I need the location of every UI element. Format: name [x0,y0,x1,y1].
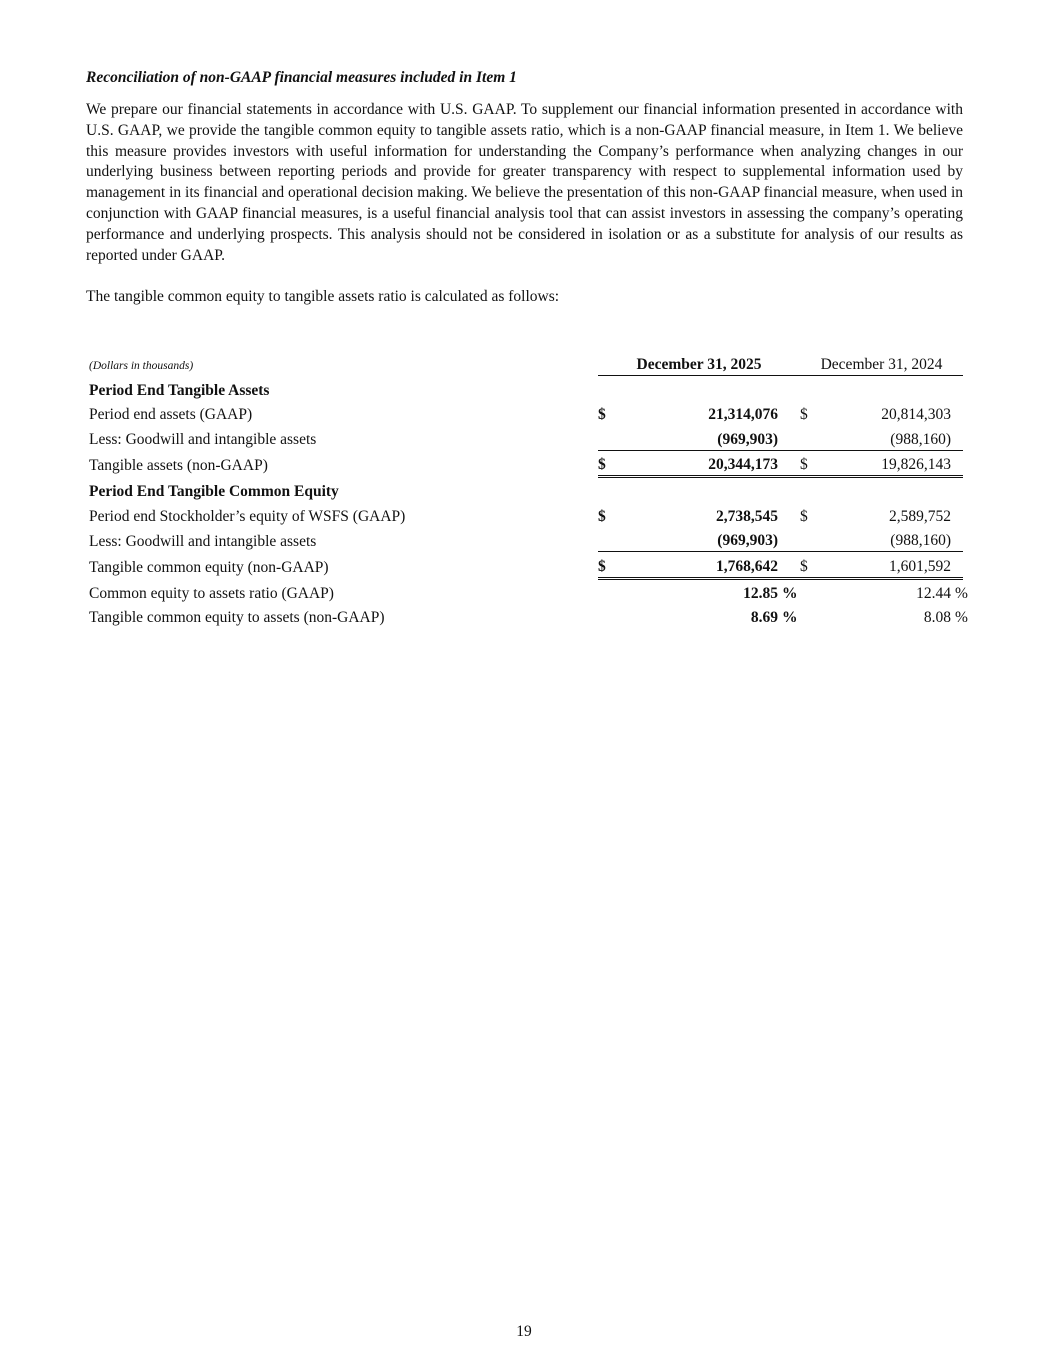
current-value: (969,903) [618,527,778,552]
currency-symbol: $ [598,406,606,424]
row-label: Common equity to assets ratio (GAAP) [89,584,334,602]
currency-symbol: $ [800,406,808,424]
page-number: 19 [516,1323,532,1340]
current-value: 21,314,076 [708,406,778,424]
table-row [86,425,963,450]
row-label: Period end Stockholder’s equity of WSFS (GAAP) [89,507,406,525]
row-label: Tangible common equity to assets (non-GAAP) [89,609,385,627]
document-page [86,68,968,627]
prior-value: 12.44 [916,584,951,602]
prior-value: 8.08 [923,609,951,627]
current-value: 2,738,545 [716,507,778,525]
units-note: (Dollars in thousands) [89,359,194,372]
currency-symbol: $ [800,552,820,578]
section-row [86,376,963,401]
prior-value: 19,826,143 [820,450,951,476]
table-row [86,502,963,526]
row-label: Less: Goodwill and intangible assets [89,532,317,550]
current-value: 12.85 [743,584,778,602]
column-header-current: December 31, 2025 [598,351,800,376]
section-label-assets: Period End Tangible Assets [89,381,270,399]
section-row [86,476,963,502]
currency-symbol: $ [598,552,618,578]
table-row [86,401,963,425]
percent-unit: % [782,584,798,602]
table-row [86,450,963,476]
current-value: 8.69 [750,609,778,627]
section-label-equity: Period End Tangible Common Equity [89,483,339,501]
currency-symbol: $ [800,450,820,476]
table-header-row [86,351,963,376]
current-value: 1,768,642 [618,552,778,578]
current-value: (969,903) [618,425,778,450]
row-label: Tangible common equity (non-GAAP) [89,559,329,577]
prior-value: 20,814,303 [881,406,951,424]
row-label: Period end assets (GAAP) [89,406,253,424]
body-paragraph: We prepare our financial statements in accordance with U.S. GAAP. To supplement our financial information presented in accordance with U.S. GAAP, we provide the tangible common equity to tangible assets ratio, which is a non-GAAP financial measure, in Item 1. We believe this measure provides investors with useful information for understanding the Company’s performance when analyzing changes in our underlying business between reporting periods and provide for greater transparency with respect to supplemental information used by management in its financial and operational decision making. We believe the presentation of this non-GAAP financial measure, when used in conjunction with GAAP financial measures, is a useful financial analysis tool that can assist investors in assessing the company’s operating performance and underlying prospects. This analysis should not be considered in isolation or as a substitute for analysis of our results as reported under GAAP. [86,101,963,264]
table-row [86,578,963,604]
currency-symbol: $ [598,450,618,476]
percent-unit: % [955,584,968,602]
percent-unit: % [955,609,968,627]
prior-value: 2,589,752 [889,507,951,525]
prior-value: (988,160) [820,527,951,552]
table-row [86,552,963,578]
table-row [86,604,963,628]
current-value: 20,344,173 [618,450,778,476]
percent-unit: % [782,609,798,627]
row-label: Tangible assets (non-GAAP) [89,457,268,475]
column-header-prior: December 31, 2024 [800,351,963,376]
section-heading: Reconciliation of non-GAAP financial measures included in Item 1 [86,69,517,86]
reconciliation-table [86,351,968,628]
table-intro: The tangible common equity to tangible assets ratio is calculated as follows: [86,288,560,306]
row-label: Less: Goodwill and intangible assets [89,431,317,449]
prior-value: (988,160) [820,425,951,450]
prior-value: 1,601,592 [820,552,951,578]
currency-symbol: $ [598,507,606,525]
table-row [86,527,963,552]
currency-symbol: $ [800,507,808,525]
